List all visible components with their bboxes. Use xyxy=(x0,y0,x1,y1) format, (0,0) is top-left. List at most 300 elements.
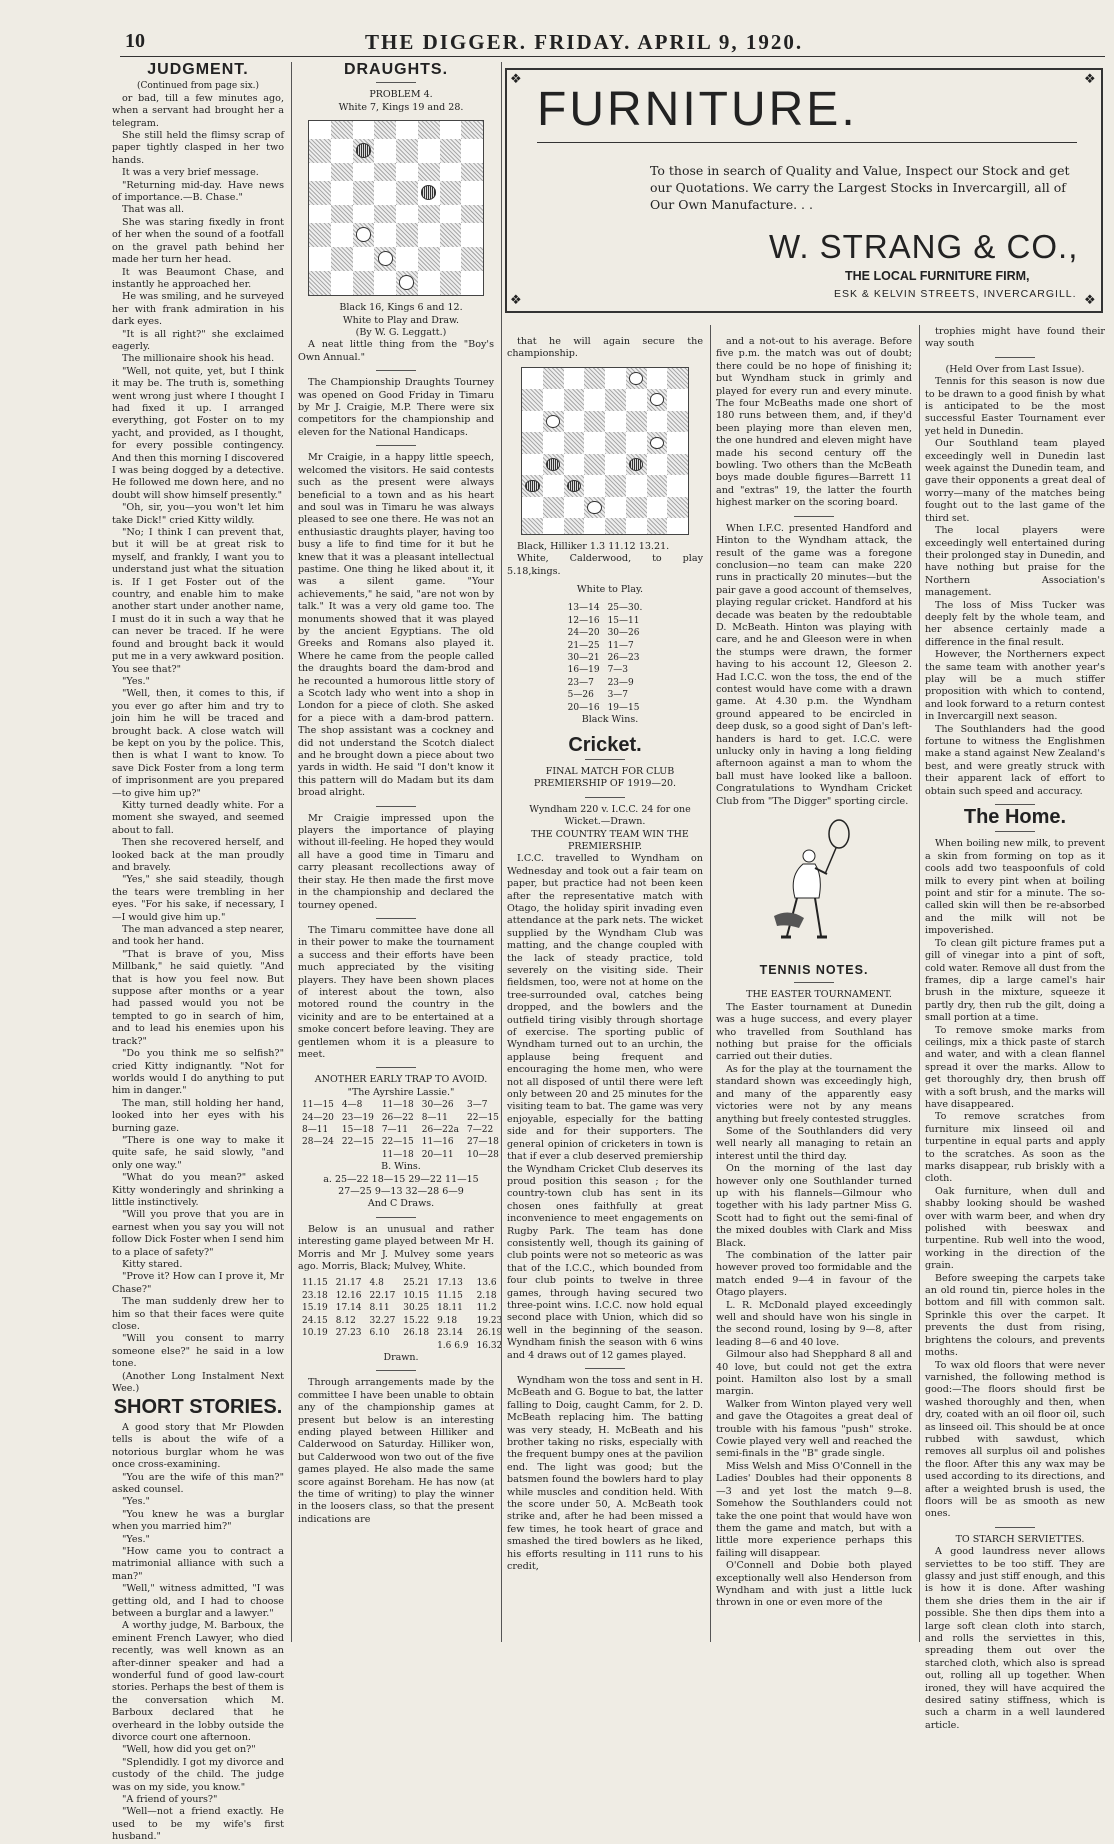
short-stories-heading: SHORT STORIES. xyxy=(113,1396,283,1419)
divider xyxy=(376,918,416,919)
move-cell: 23.14 xyxy=(437,1328,463,1339)
paragraph: Kitty stared. xyxy=(122,1259,183,1270)
board-square xyxy=(522,389,543,411)
move-cell: 7—22 xyxy=(467,1125,494,1135)
white-piece-icon xyxy=(650,393,665,406)
paragraph: He was smiling, and he surveyed her with frank admiration in his dark eyes. xyxy=(112,291,284,328)
board-square xyxy=(564,497,585,519)
move-cell: 15.22 xyxy=(403,1315,430,1326)
cricket-country: THE COUNTRY TEAM WIN THE PREMIERSHIP. xyxy=(531,828,689,852)
board-square xyxy=(331,247,353,271)
move-cell: 17.13 xyxy=(437,1278,463,1289)
ending-moves-table xyxy=(564,602,647,714)
white-piece-icon xyxy=(546,415,561,428)
board-square xyxy=(522,432,543,454)
paragraph: "How came you to contract a matrimonial alliance with such a man?" xyxy=(112,1545,284,1582)
move-cell: 30—21 xyxy=(567,653,600,664)
paragraph: "That is brave of you, Miss Millbank," he said quietly. "And that is how you feel now. But suppose after months or a year had passed would you not be tempted to go in search of him, and to lead his enemies upon his track?" xyxy=(112,948,284,1047)
move-row xyxy=(298,1124,503,1136)
board-square xyxy=(667,497,688,519)
board-square xyxy=(564,432,585,454)
move-cell: 20—11 xyxy=(421,1149,454,1160)
paragraph: That was all. xyxy=(122,204,185,216)
board-square xyxy=(626,475,647,497)
move-cell: 22—15 xyxy=(467,1112,499,1123)
paragraph: "Do you think me so selfish?" cried Kitty indignantly. "Not for worlds would I do anything to put him in danger." xyxy=(112,1048,284,1097)
paragraph: "You knew he was a burglar when you married him?" xyxy=(112,1508,284,1533)
paragraph: She still held the flimsy scrap of paper tightly clasped in her two hands. xyxy=(112,130,284,166)
board-square xyxy=(543,497,564,519)
column-home xyxy=(925,326,1105,1731)
board-square xyxy=(626,368,647,390)
move-row xyxy=(298,1315,506,1327)
move-cell: 19—15 xyxy=(607,702,640,713)
ornament-icon: ❖ xyxy=(1084,72,1096,87)
board-square xyxy=(353,163,375,181)
board-square xyxy=(647,432,668,454)
board-square xyxy=(584,475,605,497)
paragraph: Before sweeping the carpets take an old round tin, pierce holes in the bottom and fill with common salt. Sprinkle this over the carpet. It prevents the dust from rising, brightens the colours, and prevents moths. xyxy=(925,1272,1105,1359)
furniture-advertisement xyxy=(505,68,1103,313)
board-square xyxy=(522,475,543,497)
move-cell: 2.18 xyxy=(476,1290,497,1301)
ad-address: ESK & KELVIN STREETS, INVERCARGILL. xyxy=(834,288,1077,300)
board-square xyxy=(440,181,462,205)
paragraph: As for the play at the tournament the standard shown was exceedingly high, and many of the apparently easy victories were not by any means anything but freely contested struggles. xyxy=(716,1063,912,1125)
move-cell: 15.19 xyxy=(302,1303,328,1314)
board-square xyxy=(461,271,483,295)
column-draughts xyxy=(298,61,503,1642)
move-cell: 11.2 xyxy=(476,1303,497,1314)
move-cell: 24—20 xyxy=(302,1112,334,1123)
paragraph: To wax old floors that were never varnished, the following method is good:—The floors should first be washed thoroughly and then, when dry, coated with an oil floor oil, such as linseed oil. This should be at once rubbed with sawdust, which removes all surplus oil and polishes the floor. After this any wax may be used according to its directions, and after a weighted brush is used, the floors will be as smooth as new ones. xyxy=(925,1359,1105,1520)
paragraph: The man advanced a step nearer, and took her hand. xyxy=(112,924,284,948)
white-piece-icon xyxy=(629,372,644,385)
divider xyxy=(995,831,1035,832)
paragraph: On the morning of the last day however only one Southlander turned up with his flannels—Gilmour who together with his lady partner Miss G. Scott had to fight out the semi-final of the mixed doubles with Clark and Miss Black. xyxy=(716,1163,912,1249)
move-cell: 6.10 xyxy=(369,1328,390,1339)
move-row xyxy=(298,1149,503,1161)
paragraph: or bad, till a few minutes ago, when a servant had brought her a telegram. xyxy=(112,92,284,129)
move-cell: 32.27 xyxy=(369,1315,396,1326)
move-cell: 8—11 xyxy=(302,1125,329,1135)
divider xyxy=(376,370,416,371)
move-row xyxy=(298,1327,506,1339)
paragraph: "Oh, sir, you—you won't let him take Dick!" cried Kitty wildly. xyxy=(112,502,284,526)
masthead-rule xyxy=(120,56,1105,57)
move-cell: 30.25 xyxy=(403,1303,430,1314)
move-row xyxy=(564,640,647,652)
board-square xyxy=(418,139,440,163)
held-over-note: (Held Over from Last Issue). xyxy=(945,363,1085,375)
masthead xyxy=(0,30,1114,54)
move-cell xyxy=(399,1340,433,1352)
cricket-body xyxy=(507,853,703,1362)
paragraph: "There is one way to make it quite safe, he said slowly, "and only one way." xyxy=(112,1134,284,1171)
draughts-body-3 xyxy=(298,813,494,912)
move-cell: 4.8 xyxy=(369,1278,384,1289)
board-square xyxy=(396,205,418,223)
board-square xyxy=(440,121,462,139)
paragraph: "It is all right?" she exclaimed eagerly. xyxy=(112,328,284,352)
black-piece-icon xyxy=(525,480,540,493)
move-cell: 21.17 xyxy=(335,1278,362,1289)
board-square xyxy=(461,121,483,139)
move-row xyxy=(564,677,647,689)
tennis-heading: TENNIS NOTES. xyxy=(759,963,869,978)
board-square xyxy=(647,454,668,476)
move-cell: 11—15 xyxy=(302,1100,334,1111)
board-square xyxy=(461,163,483,181)
move-cell: 3—7 xyxy=(607,690,629,701)
board-square xyxy=(461,247,483,271)
board-square xyxy=(605,389,626,411)
paragraph: Wyndham won the toss and sent in H. McBeath and G. Bogue to bat, the latter falling to Doig, caught Camm, for 2. D. McBeath replacing him. The batting was very steady, H. McBeath and his brother taking no risks, especially with the frequent bumpy ones at the pavilion end. The light was good; but the batsmen found the bowlers hard to play while muscles and condition held. With the score under 50, A. McBeath took strike and, after he had been missed a few times, he took heart of grace and smashed the tired bowlers as he liked, his efforts resulting in 111 runs to his credit, xyxy=(507,1375,703,1573)
paragraph: "Well—not a friend exactly. He used to be my wife's first husband." xyxy=(112,1806,284,1843)
paragraph: Through arrangements made by the committee I have been unable to obtain any of the championship games at present but below is an interesting ending played between Hilliker and Calderwood on Saturday. Hilliker won, but Calderwood won two out of the five games played. He also made the same score against Boreham. He has now (at the time of writing) to play the winner in the loosers class, so that the present indications are xyxy=(298,1377,494,1525)
divider xyxy=(585,797,625,798)
move-cell: 15—18 xyxy=(341,1125,374,1135)
trap-c-draws: And C Draws. xyxy=(367,1198,435,1210)
column-rule xyxy=(501,62,502,1642)
problem-number: PROBLEM 4. xyxy=(369,89,433,101)
board-square xyxy=(331,163,353,181)
board-square xyxy=(584,389,605,411)
move-cell: 23—7 xyxy=(567,677,594,688)
divider xyxy=(376,445,416,446)
move-cell: 27—18 xyxy=(467,1137,499,1148)
move-cell: 26—22a xyxy=(421,1125,459,1135)
cricket-body-2 xyxy=(507,1375,703,1574)
move-cell: 8.12 xyxy=(335,1315,356,1326)
move-row xyxy=(564,664,647,676)
divider xyxy=(585,1368,625,1369)
paragraph: The man suddenly drew her to him so that their faces were quite close. xyxy=(112,1296,284,1333)
board-square xyxy=(667,475,688,497)
paragraph: "Yes." xyxy=(122,1496,150,1508)
paragraph: "Yes." xyxy=(122,1533,150,1545)
paragraph: Some of the Southlanders did very well nearly all managing to retain an interest until the third day. xyxy=(716,1125,912,1162)
tennis-body xyxy=(716,1002,912,1610)
move-cell: 12.16 xyxy=(335,1290,362,1301)
board-square xyxy=(440,271,462,295)
board-square xyxy=(522,411,543,433)
move-cell: 11.15 xyxy=(302,1278,328,1289)
paragraph: Walker from Winton played very well and gave the Otagoites a great deal of trouble with his famous "push" stroke. Cowie played very well and reached the semi-finals in the "B" grade single. xyxy=(716,1398,912,1460)
draughts-body-2 xyxy=(298,452,494,799)
board-square xyxy=(584,432,605,454)
paragraph: It was a very brief message. xyxy=(122,167,259,179)
tennis-body-2 xyxy=(925,376,1105,798)
board-square xyxy=(461,181,483,205)
board-square xyxy=(667,389,688,411)
board-square xyxy=(418,223,440,247)
board-square xyxy=(461,205,483,223)
ornament-icon: ❖ xyxy=(510,72,522,87)
move-cell: 11—18 xyxy=(381,1100,414,1111)
black-piece-icon xyxy=(421,185,436,199)
move-row xyxy=(298,1112,503,1124)
paragraph: Our Southland team played exceedingly well in Dunedin last week against the Dunedin team, and gave their opponents a great deal of worry—many of the matches being fought out to the last game of the third set. xyxy=(925,438,1105,524)
board-square xyxy=(647,475,668,497)
divider xyxy=(585,759,625,760)
board-square xyxy=(374,139,396,163)
tennis-player-illustration xyxy=(759,816,869,956)
board-square xyxy=(626,411,647,433)
paragraph: Then she recovered herself, and looked back at the man proudly and bravely. xyxy=(112,837,284,873)
board-square xyxy=(667,518,688,533)
divider xyxy=(995,1527,1035,1528)
paragraph: trophies might have found their way south xyxy=(925,326,1105,350)
move-cell: 28—24 xyxy=(302,1137,334,1148)
paragraph: "Well, not quite, yet, but I think it may be. The truth is, something went wrong just where I thought I had fixed it up. I arranged everything, got Foster on to my yacht, and provided, as I thought, for every possible contingency. And then this morning I discovered I was being dogged by a detective. He followed me down here, and no doubt will show himself presently." xyxy=(112,365,285,501)
move-cell: 24.15 xyxy=(302,1315,328,1326)
paragraph: The combination of the latter pair however proved too formidable and the match ended 9—4 in favour of the Otago players. xyxy=(716,1249,912,1299)
board-square xyxy=(522,518,543,533)
board-square xyxy=(564,475,585,497)
paragraph: Kitty turned deadly white. For a moment she swayed, and seemed about to fall. xyxy=(112,799,284,836)
board-square xyxy=(461,139,483,163)
paragraph: The man, still holding her hand, looked into her eyes with his burning gaze. xyxy=(112,1097,284,1134)
board-square xyxy=(396,223,418,247)
board-square xyxy=(331,139,353,163)
board-square xyxy=(331,223,353,247)
board-square xyxy=(605,497,626,519)
paragraph: When boiling new milk, to prevent a skin from forming on top as it cools add two teaspoonfuls of cold milk to every pint when at boiling point and stir for a minute. The so-called skin will then be re-absorbed and the milk will not be impoverished. xyxy=(925,838,1105,937)
move-cell xyxy=(298,1149,338,1161)
paragraph: When I.F.C. presented Handford and Hinton to the Wyndham attack, the result of the game was a foregone conclusion—no team can make 220 runs in practically 20 minutes—but the pair gave a good account of themselves, playing regular cricket. Handford at his decade was beaten by the redoubtable D. McBeath. Hinton was playing with care, and he and Gleeson were in when the stumps were drawn, the former having to his account 12, Gleeson 2. Had I.C.C. won the toss, the end of the contest would have come with a drawn game. At 4.30 p.m. the Wyndham ground appeared to be encircled in deep dusk, so a good sight of Dan's left-handers is hard to get. I.C.C. were unlucky only in having a long fielding afternoon against a man to whom the ball must have looked like a balloon. Congratulations to Wyndham Cricket Club from "The Digger" sporting circle. xyxy=(716,522,912,807)
board-square xyxy=(418,271,440,295)
paragraph: "Yes," she said steadily, though the tears were trembling in her eyes. "For his sake, if necessary, I—I would give him up." xyxy=(112,874,284,923)
move-cell xyxy=(338,1149,378,1161)
divider xyxy=(376,1217,416,1218)
board-square xyxy=(647,411,668,433)
column-rule xyxy=(710,325,711,1642)
move-cell: 4—8 xyxy=(341,1100,363,1111)
board-square xyxy=(353,181,375,205)
board-square xyxy=(461,223,483,247)
board-square xyxy=(396,139,418,163)
paragraph: "Well," witness admitted, "I was getting old, and I had to choose between a burglar and a lawyer." xyxy=(112,1583,284,1619)
move-cell: 13.6 xyxy=(476,1278,497,1289)
board-square xyxy=(543,432,564,454)
move-cell xyxy=(366,1340,400,1352)
page-number: 10 xyxy=(125,30,145,52)
move-cell: 20—16 xyxy=(567,702,600,713)
move-cell: 5—26 xyxy=(567,690,594,701)
paragraph: "Well, how did you get on?" xyxy=(122,1744,256,1756)
move-row xyxy=(298,1340,506,1352)
move-row xyxy=(564,652,647,664)
board-square xyxy=(522,497,543,519)
board-square xyxy=(584,454,605,476)
board-square xyxy=(647,368,668,390)
board-square xyxy=(564,454,585,476)
tennis-easter: THE EASTER TOURNAMENT. xyxy=(746,989,892,1001)
board-square xyxy=(543,454,564,476)
paragraph: "No; I think I can prevent that, but it will be at great risk to myself, and frankly, I want you to understand just what the situation is. If I get Foster out of the country, and enable him to make another start under another name, I must do it in such a way that he can never be traced. If he were found and brought back it would put me in a very awkward position. You see that?" xyxy=(112,527,284,675)
board-square xyxy=(353,205,375,223)
game-drawn: Drawn. xyxy=(383,1351,419,1363)
cricket-body-3 xyxy=(716,336,912,510)
paragraph: It was Beaumont Chase, and instantly he approached her. xyxy=(112,266,284,290)
black-piece-icon xyxy=(546,458,561,471)
paragraph: Miss Welsh and Miss O'Connell in the Ladies' Doubles had their opponents 8—3 and yet lost the match 9—8. Somehow the Southlanders could not take the one point that would have won them the game and match, but with a little more experience perhaps this failing will disappear. xyxy=(716,1460,912,1559)
move-row xyxy=(564,615,647,627)
divider xyxy=(376,806,416,807)
problem-note: A neat little thing from the "Boy's Own Annual." xyxy=(298,339,494,363)
draughts-board-problem xyxy=(308,120,484,296)
board-square xyxy=(626,454,647,476)
board-square xyxy=(667,432,688,454)
ornament-icon: ❖ xyxy=(1084,293,1096,308)
ad-title: FURNITURE. xyxy=(537,83,858,136)
paragraph: Oak furniture, when dull and shabby looking should be washed over with warm beer, and when dry polished with beeswax and turpentine. Rub well into the wood, working in the direction of the grain. xyxy=(925,1185,1105,1272)
move-cell: 30—26 xyxy=(607,628,640,639)
paragraph: To remove scratches from furniture mix linseed oil and turpentine in equal parts and apply to the scratches. As soon as the marks disappear, rub briskly with a cloth. xyxy=(925,1111,1105,1185)
board-square xyxy=(396,181,418,205)
paragraph: The Timaru committee have done all in their power to make the tournament a success and their efforts have been much appreciated by the visiting players. They have been shown places of interest about the town, also motored round the country in the vicinity and are to be entertained at a smoke concert before leaving. They are gentlemen whom it is a pleasure to meet. xyxy=(298,924,494,1060)
draughts-body-4 xyxy=(298,925,494,1061)
board-square xyxy=(584,497,605,519)
move-row xyxy=(298,1277,506,1289)
board-square xyxy=(374,223,396,247)
move-row xyxy=(564,602,647,614)
masthead-title: THE DIGGER. FRIDAY. APRIL 9, 1920. xyxy=(365,30,804,54)
paragraph: "What do you mean?" asked Kitty wonderingly and shrinking a little instinctively. xyxy=(112,1172,284,1208)
board-square xyxy=(667,454,688,476)
move-cell: 3—7 xyxy=(467,1100,488,1111)
move-cell: 11—7 xyxy=(607,640,634,651)
board-square xyxy=(418,163,440,181)
cricket-score: Wyndham 220 v. I.C.C. 24 for one Wicket.—Drawn. xyxy=(529,803,691,828)
move-cell: 25—30. xyxy=(607,603,643,614)
home-body xyxy=(925,838,1105,1520)
board-square xyxy=(647,389,668,411)
judgment-body xyxy=(112,93,284,1396)
ad-rule xyxy=(537,142,1077,143)
board-square xyxy=(584,368,605,390)
column-judgment xyxy=(112,61,285,1843)
move-cell: 24—20 xyxy=(567,628,600,639)
board-square xyxy=(605,475,626,497)
white-piece-icon xyxy=(399,275,414,289)
board-square xyxy=(309,205,331,223)
move-cell: 10.19 xyxy=(302,1328,328,1339)
board-square xyxy=(309,121,331,139)
cricket-heading: Cricket. xyxy=(568,733,642,756)
board-square xyxy=(522,368,543,390)
paragraph: "Yes." xyxy=(122,675,150,687)
board-square xyxy=(647,497,668,519)
move-cell: 9.18 xyxy=(437,1315,458,1326)
board-square xyxy=(522,454,543,476)
paragraph: Mr Craigie impressed upon the players the importance of playing without ill-feeling. He hoped they would all have a good time in Timaru and carry pleasant recollections away of their stay. He then made the first move in the championship and declared the tourney opened. xyxy=(298,812,494,911)
move-cell: 26.18 xyxy=(403,1328,430,1339)
move-cell: 17.14 xyxy=(335,1303,362,1314)
trap-variation-a2: 27—25 9—13 32—28 6—9 xyxy=(338,1186,464,1198)
paragraph: The Easter tournament at Dunedin was a huge success, and every player who travelled from Southland has nothing but praise for the officials carried out their duties. xyxy=(716,1001,912,1063)
judgment-heading: JUDGMENT. xyxy=(147,61,249,78)
board-square xyxy=(396,271,418,295)
black-piece-icon xyxy=(629,458,644,471)
board-square xyxy=(374,271,396,295)
board-square xyxy=(418,181,440,205)
ending-black-wins: Black Wins. xyxy=(581,714,639,726)
move-cell: 11—18 xyxy=(381,1149,414,1160)
board-square xyxy=(309,247,331,271)
board-square xyxy=(626,497,647,519)
paragraph: "Will you consent to marry someone else?" he said in a low tone. xyxy=(112,1333,284,1370)
draughts-body-5 xyxy=(298,1377,494,1526)
serviettes-body xyxy=(925,1546,1105,1732)
board-square xyxy=(353,121,375,139)
paragraph: To clean gilt picture frames put a gill of vinegar into a pint of soft, cold water. Remove all dust from the frames, dip a large camel's hair brush in the mixture, squeeze it partly dry, then rub the gilt, doing a small portion at a time. xyxy=(925,937,1105,1024)
board-square xyxy=(353,223,375,247)
problem-play: White to Play and Draw. xyxy=(342,314,460,326)
paragraph: However, the Northerners expect the same team with another year's play will be a much stiffer proposition with which to contend, and look forward to a return contest in Invercargill next season. xyxy=(925,649,1105,723)
move-cell xyxy=(298,1340,332,1352)
paragraph: The loss of Miss Tucker was deeply felt by the whole team, and her absence certainly made a difference in the final result. xyxy=(925,599,1105,648)
problem-white: White 7, Kings 19 and 28. xyxy=(338,101,464,113)
cricket-final: FINAL MATCH FOR CLUB PREMIERSHIP OF 1919—20. xyxy=(533,765,677,790)
board-square xyxy=(353,247,375,271)
move-cell: 1.6 6.9 xyxy=(437,1340,469,1351)
board-square xyxy=(396,163,418,181)
move-row xyxy=(564,627,647,639)
board-square xyxy=(626,518,647,533)
ad-firm-name: W. STRANG & CO., xyxy=(769,228,1079,265)
board-square xyxy=(353,139,375,163)
move-cell: 12—16 xyxy=(567,615,600,626)
paragraph: "Prove it? How can I prove it, Mr Chase?" xyxy=(112,1271,284,1295)
move-cell: 19.23 xyxy=(476,1315,503,1326)
paragraph: "Returning mid-day. Have news of importance.—B. Chase." xyxy=(112,179,284,204)
column-rule xyxy=(919,325,920,1642)
paragraph: and a not-out to his average. Before five p.m. the match was out of doubt; there could be no hope of finishing it; but Wyndham stuck in grimly and played for every run and every minute. The four McBeaths made one short of 180 runs between them, and, if they'd been playing more than eleven men, the one hundred and eleven might have made his second century off the bowling. Two others than the McBeath boys made double figures—Barrett 11 and "extras" 19, the latter the fourth highest marker on the scoring board. xyxy=(716,336,912,509)
board-square xyxy=(331,271,353,295)
divider xyxy=(995,804,1035,805)
board-square xyxy=(440,205,462,223)
board-square xyxy=(440,163,462,181)
board-square xyxy=(584,411,605,433)
move-cell: 10—28 xyxy=(467,1149,499,1160)
move-cell: 27.23 xyxy=(335,1328,362,1339)
move-cell: 23—19 xyxy=(341,1112,374,1123)
move-cell: 7—11 xyxy=(381,1125,408,1135)
board-square xyxy=(418,247,440,271)
board-square xyxy=(331,121,353,139)
board-square xyxy=(584,518,605,533)
board-square xyxy=(396,121,418,139)
black-piece-icon xyxy=(356,143,371,157)
move-cell: 7—3 xyxy=(607,665,629,676)
board-square xyxy=(605,368,626,390)
move-cell: 26.19 xyxy=(476,1328,503,1339)
home-heading: The Home. xyxy=(963,806,1067,829)
move-cell: 23.18 xyxy=(302,1290,328,1301)
board-square xyxy=(667,368,688,390)
paragraph: To remove smoke marks from ceilings, mix a thick paste of starch and water, and with a clean flannel spread it over the marks. Allow to get thoroughly dry, then brush off with a soft brush, and the marks will have disappeared. xyxy=(925,1024,1105,1110)
problem-black: Black 16, Kings 6 and 12. xyxy=(339,302,463,314)
column-rule xyxy=(291,62,292,1642)
board-square xyxy=(605,454,626,476)
move-cell: 21—25 xyxy=(567,640,600,651)
championship-continued: that he will again secure the championship. xyxy=(507,336,703,360)
black-piece-icon xyxy=(567,480,582,493)
board-square xyxy=(543,389,564,411)
board-square xyxy=(309,181,331,205)
